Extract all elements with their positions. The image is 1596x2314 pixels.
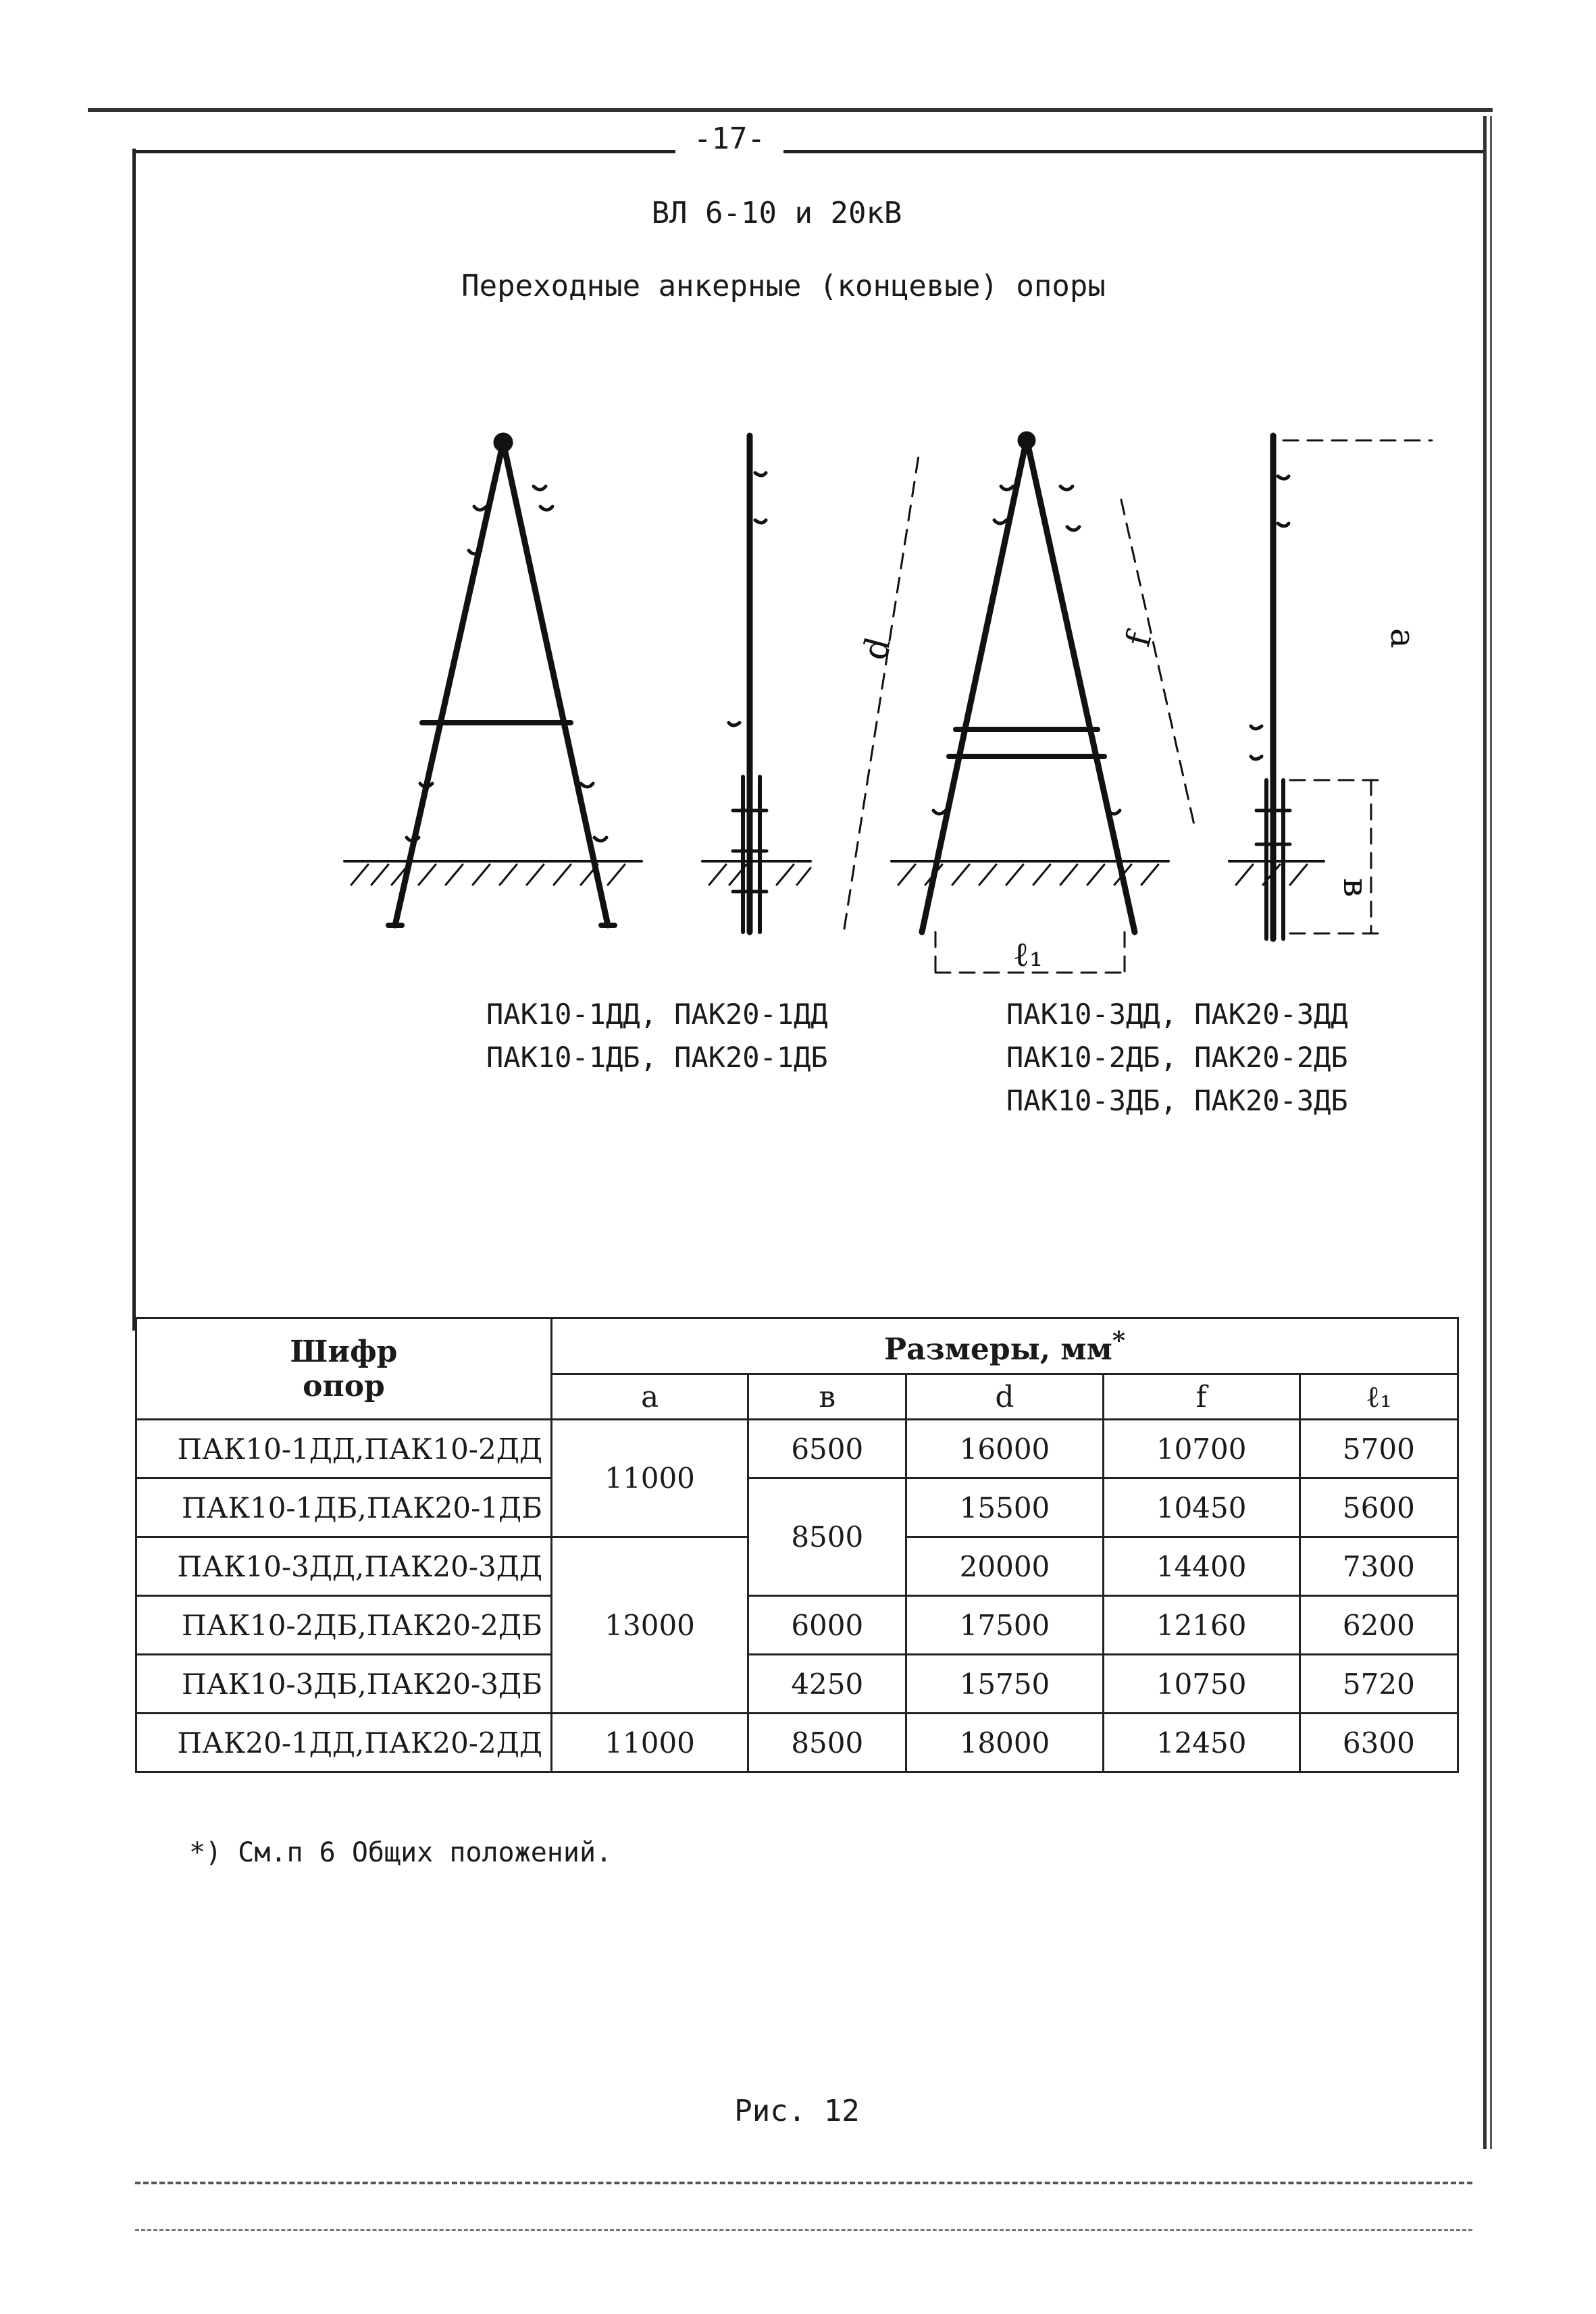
cell-f: 12450 <box>1103 1714 1299 1772</box>
column-d: d <box>906 1374 1103 1420</box>
cell-code: ПАК20-1ДД,ПАК20-2ДД <box>136 1714 552 1772</box>
cell-f: 10450 <box>1103 1479 1299 1537</box>
tower-2-side <box>1251 436 1290 939</box>
tower-drawings <box>0 405 1596 986</box>
cell-b: 4250 <box>748 1655 906 1714</box>
cell-a: 13000 <box>552 1537 748 1714</box>
column-l1: ℓ₁ <box>1299 1374 1458 1420</box>
caption-right-line-3: ПАК10-3ДБ, ПАК20-3ДБ <box>1006 1084 1348 1117</box>
cell-l1: 5600 <box>1299 1479 1458 1537</box>
cell-code: ПАК10-3ДД,ПАК20-3ДД <box>136 1537 552 1596</box>
page-number: -17- <box>675 122 783 162</box>
frame-inner-top-line <box>132 150 1483 153</box>
header-code-line-1: Шифр <box>290 1334 398 1369</box>
dimension-lines <box>844 440 1432 979</box>
page-title: ВЛ 6-10 и 20кВ <box>651 196 902 230</box>
bottom-dashed-line <box>135 2182 1472 2184</box>
cell-d: 17500 <box>906 1596 1103 1655</box>
caption-left-line-2: ПАК10-1ДБ, ПАК20-1ДБ <box>486 1041 828 1074</box>
frame-top-line <box>88 108 1493 112</box>
dimensions-table <box>135 1317 1459 1773</box>
cell-l1: 5700 <box>1299 1420 1458 1479</box>
cell-d: 15500 <box>906 1479 1103 1537</box>
dim-label-f: f <box>1118 628 1160 651</box>
cell-f: 12160 <box>1103 1596 1299 1655</box>
header-sizes-label: Размеры, мм <box>883 1332 1112 1367</box>
table-row <box>136 1655 1458 1714</box>
cell-b: 6500 <box>748 1420 906 1479</box>
header-sizes <box>552 1318 1458 1374</box>
cell-d: 15750 <box>906 1655 1103 1714</box>
cell-l1: 7300 <box>1299 1537 1458 1596</box>
dim-label-a: a <box>1383 628 1422 648</box>
figure-label: Рис. 12 <box>734 2094 860 2128</box>
table-row <box>136 1479 1458 1537</box>
cell-d: 18000 <box>906 1714 1103 1772</box>
column-b: в <box>748 1374 906 1420</box>
cell-b: 8500 <box>748 1479 906 1596</box>
cell-a: 11000 <box>552 1714 748 1772</box>
cell-b: 6000 <box>748 1596 906 1655</box>
dim-label-b: в <box>1336 878 1375 898</box>
ground-hatch-left <box>344 861 810 885</box>
dim-label-l1: ℓ₁ <box>1013 935 1043 974</box>
cell-code: ПАК10-1ДД,ПАК10-2ДД <box>136 1420 552 1479</box>
tower-1-side <box>729 436 767 932</box>
cell-b: 8500 <box>748 1714 906 1772</box>
cell-a: 11000 <box>552 1420 748 1537</box>
caption-right-line-1: ПАК10-3ДД, ПАК20-3ДД <box>1006 998 1348 1031</box>
page-subtitle: Переходные анкерные (концевые) опоры <box>461 269 1106 303</box>
bottom-dashed-line-2 <box>135 2229 1472 2231</box>
cell-code: ПАК10-3ДБ,ПАК20-3ДБ <box>136 1655 552 1714</box>
column-a: a <box>552 1374 748 1420</box>
caption-left <box>486 993 828 1079</box>
cell-l1: 6200 <box>1299 1596 1458 1655</box>
tower-2-front <box>922 434 1135 932</box>
cell-f: 10700 <box>1103 1420 1299 1479</box>
tower-1-front <box>388 436 615 925</box>
column-f: f <box>1103 1374 1299 1420</box>
header-code-line-2: опор <box>303 1368 385 1404</box>
caption-right <box>1006 993 1348 1123</box>
caption-left-line-1: ПАК10-1ДД, ПАК20-1ДД <box>486 998 828 1031</box>
cell-l1: 6300 <box>1299 1714 1458 1772</box>
footnote: *) См.п 6 Общих положений. <box>189 1837 613 1868</box>
caption-right-line-2: ПАК10-2ДБ, ПАК20-2ДБ <box>1006 1041 1348 1074</box>
table-row <box>136 1714 1458 1772</box>
cell-f: 10750 <box>1103 1655 1299 1714</box>
table-row <box>136 1420 1458 1479</box>
header-code <box>136 1318 552 1420</box>
ground-hatch-right <box>892 861 1324 885</box>
cell-d: 16000 <box>906 1420 1103 1479</box>
cell-code: ПАК10-2ДБ,ПАК20-2ДБ <box>136 1596 552 1655</box>
cell-code: ПАК10-1ДБ,ПАК20-1ДБ <box>136 1479 552 1537</box>
header-sizes-mark: * <box>1112 1325 1125 1355</box>
table-row <box>136 1596 1458 1655</box>
dim-label-d: d <box>854 633 898 665</box>
cell-f: 14400 <box>1103 1537 1299 1596</box>
cell-d: 20000 <box>906 1537 1103 1596</box>
cell-l1: 5720 <box>1299 1655 1458 1714</box>
